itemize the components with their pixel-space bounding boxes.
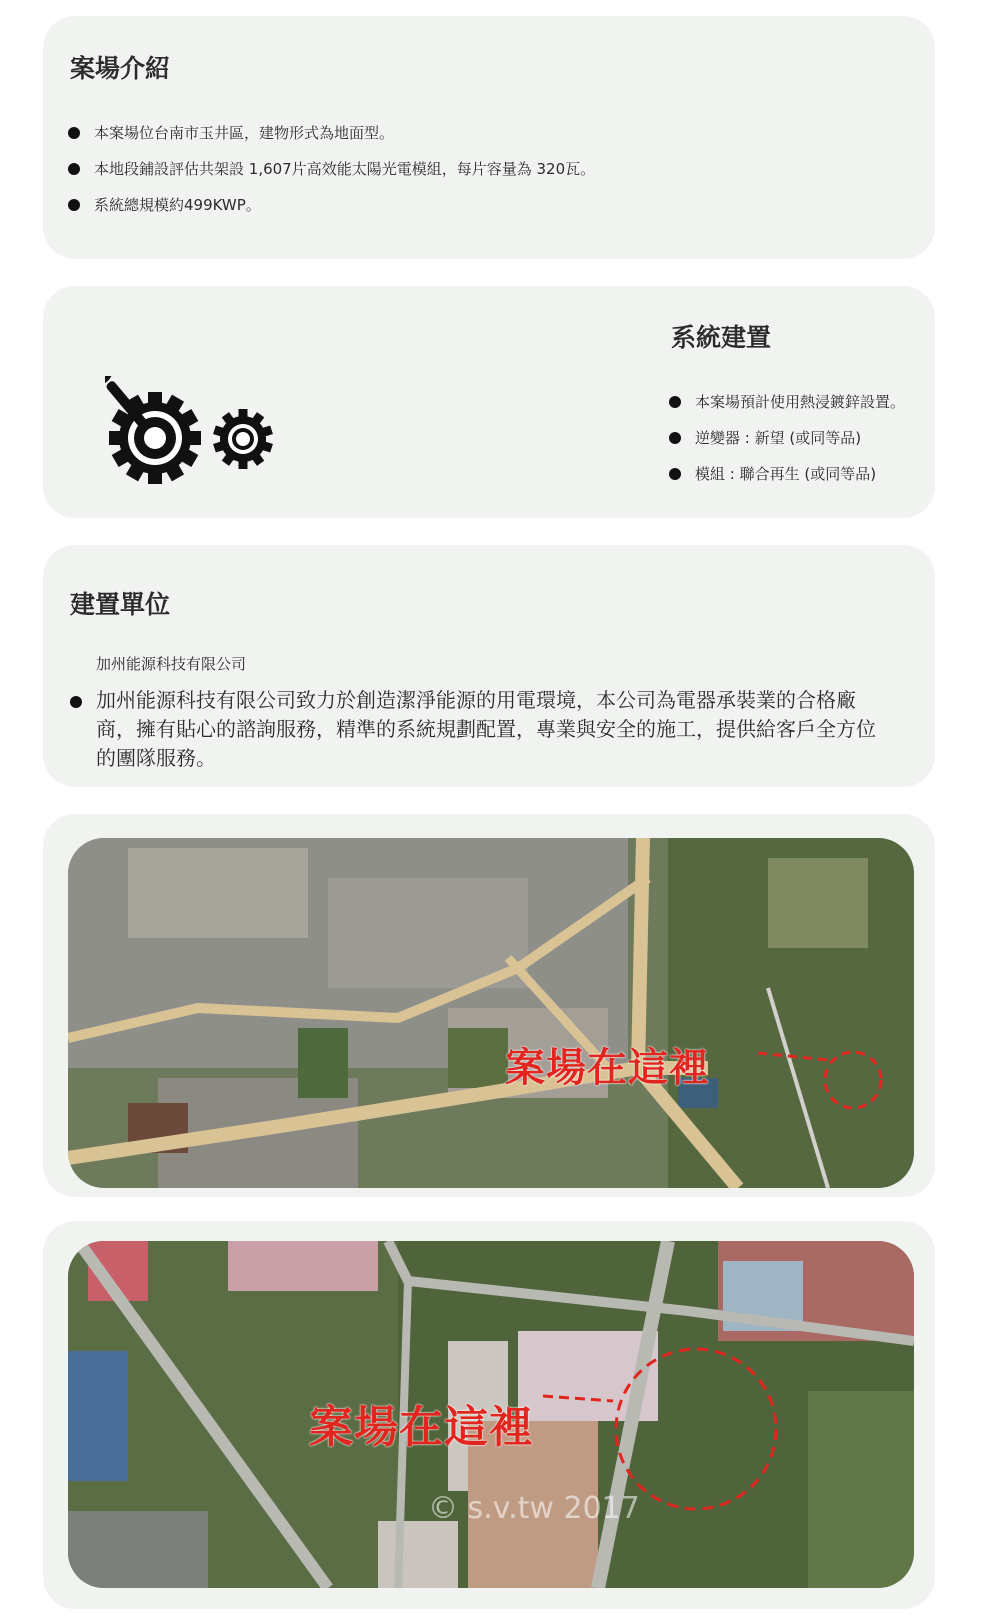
system-bullet-list [695,391,905,484]
system-bullet-1: 本案場預計使用熱浸鍍鋅設置。 [695,393,906,411]
system-bullet-3: 模組 : 聯合再生 (或同等品) [695,463,905,484]
intro-bullet-1: 本案場位台南市玉井區，建物形式為地面型。 [94,122,595,143]
map-watermark: © s.v.tw 2017 [428,1491,640,1526]
satellite-map-2 [68,1241,914,1588]
site-marker-label-1: 案場在這裡 [505,1045,710,1091]
intro-bullet-3: 系統總規模約499KWP。 [94,194,595,215]
builder-card [43,545,935,787]
system-title: 系統建置 [671,323,772,352]
intro-card [43,16,935,259]
intro-title: 案場介紹 [70,54,171,83]
site-marker-label-2: 案場在這裡 [309,1402,534,1453]
company-description: 加州能源科技有限公司致力於創造潔淨能源的用電環境，本公司為電器承裝業的合格廠商，擁有貼心的諮詢服務，精準的系統規劃配置，專業與安全的施工，提供給客戶全方位的團隊服務。 [96,686,886,773]
intro-bullet-2: 本地段鋪設評估共架設 1,607片高效能太陽光電模組，每片容量為 320瓦。 [94,160,596,178]
system-bullet-2: 逆變器 : 新望 (或同等品) [695,427,905,448]
system-card [43,286,935,518]
company-name: 加州能源科技有限公司 [96,655,247,673]
satellite-map-1 [68,838,914,1188]
gears-wrench-icon [105,376,285,495]
builder-title: 建置單位 [70,590,171,619]
intro-bullet-list [94,122,595,215]
